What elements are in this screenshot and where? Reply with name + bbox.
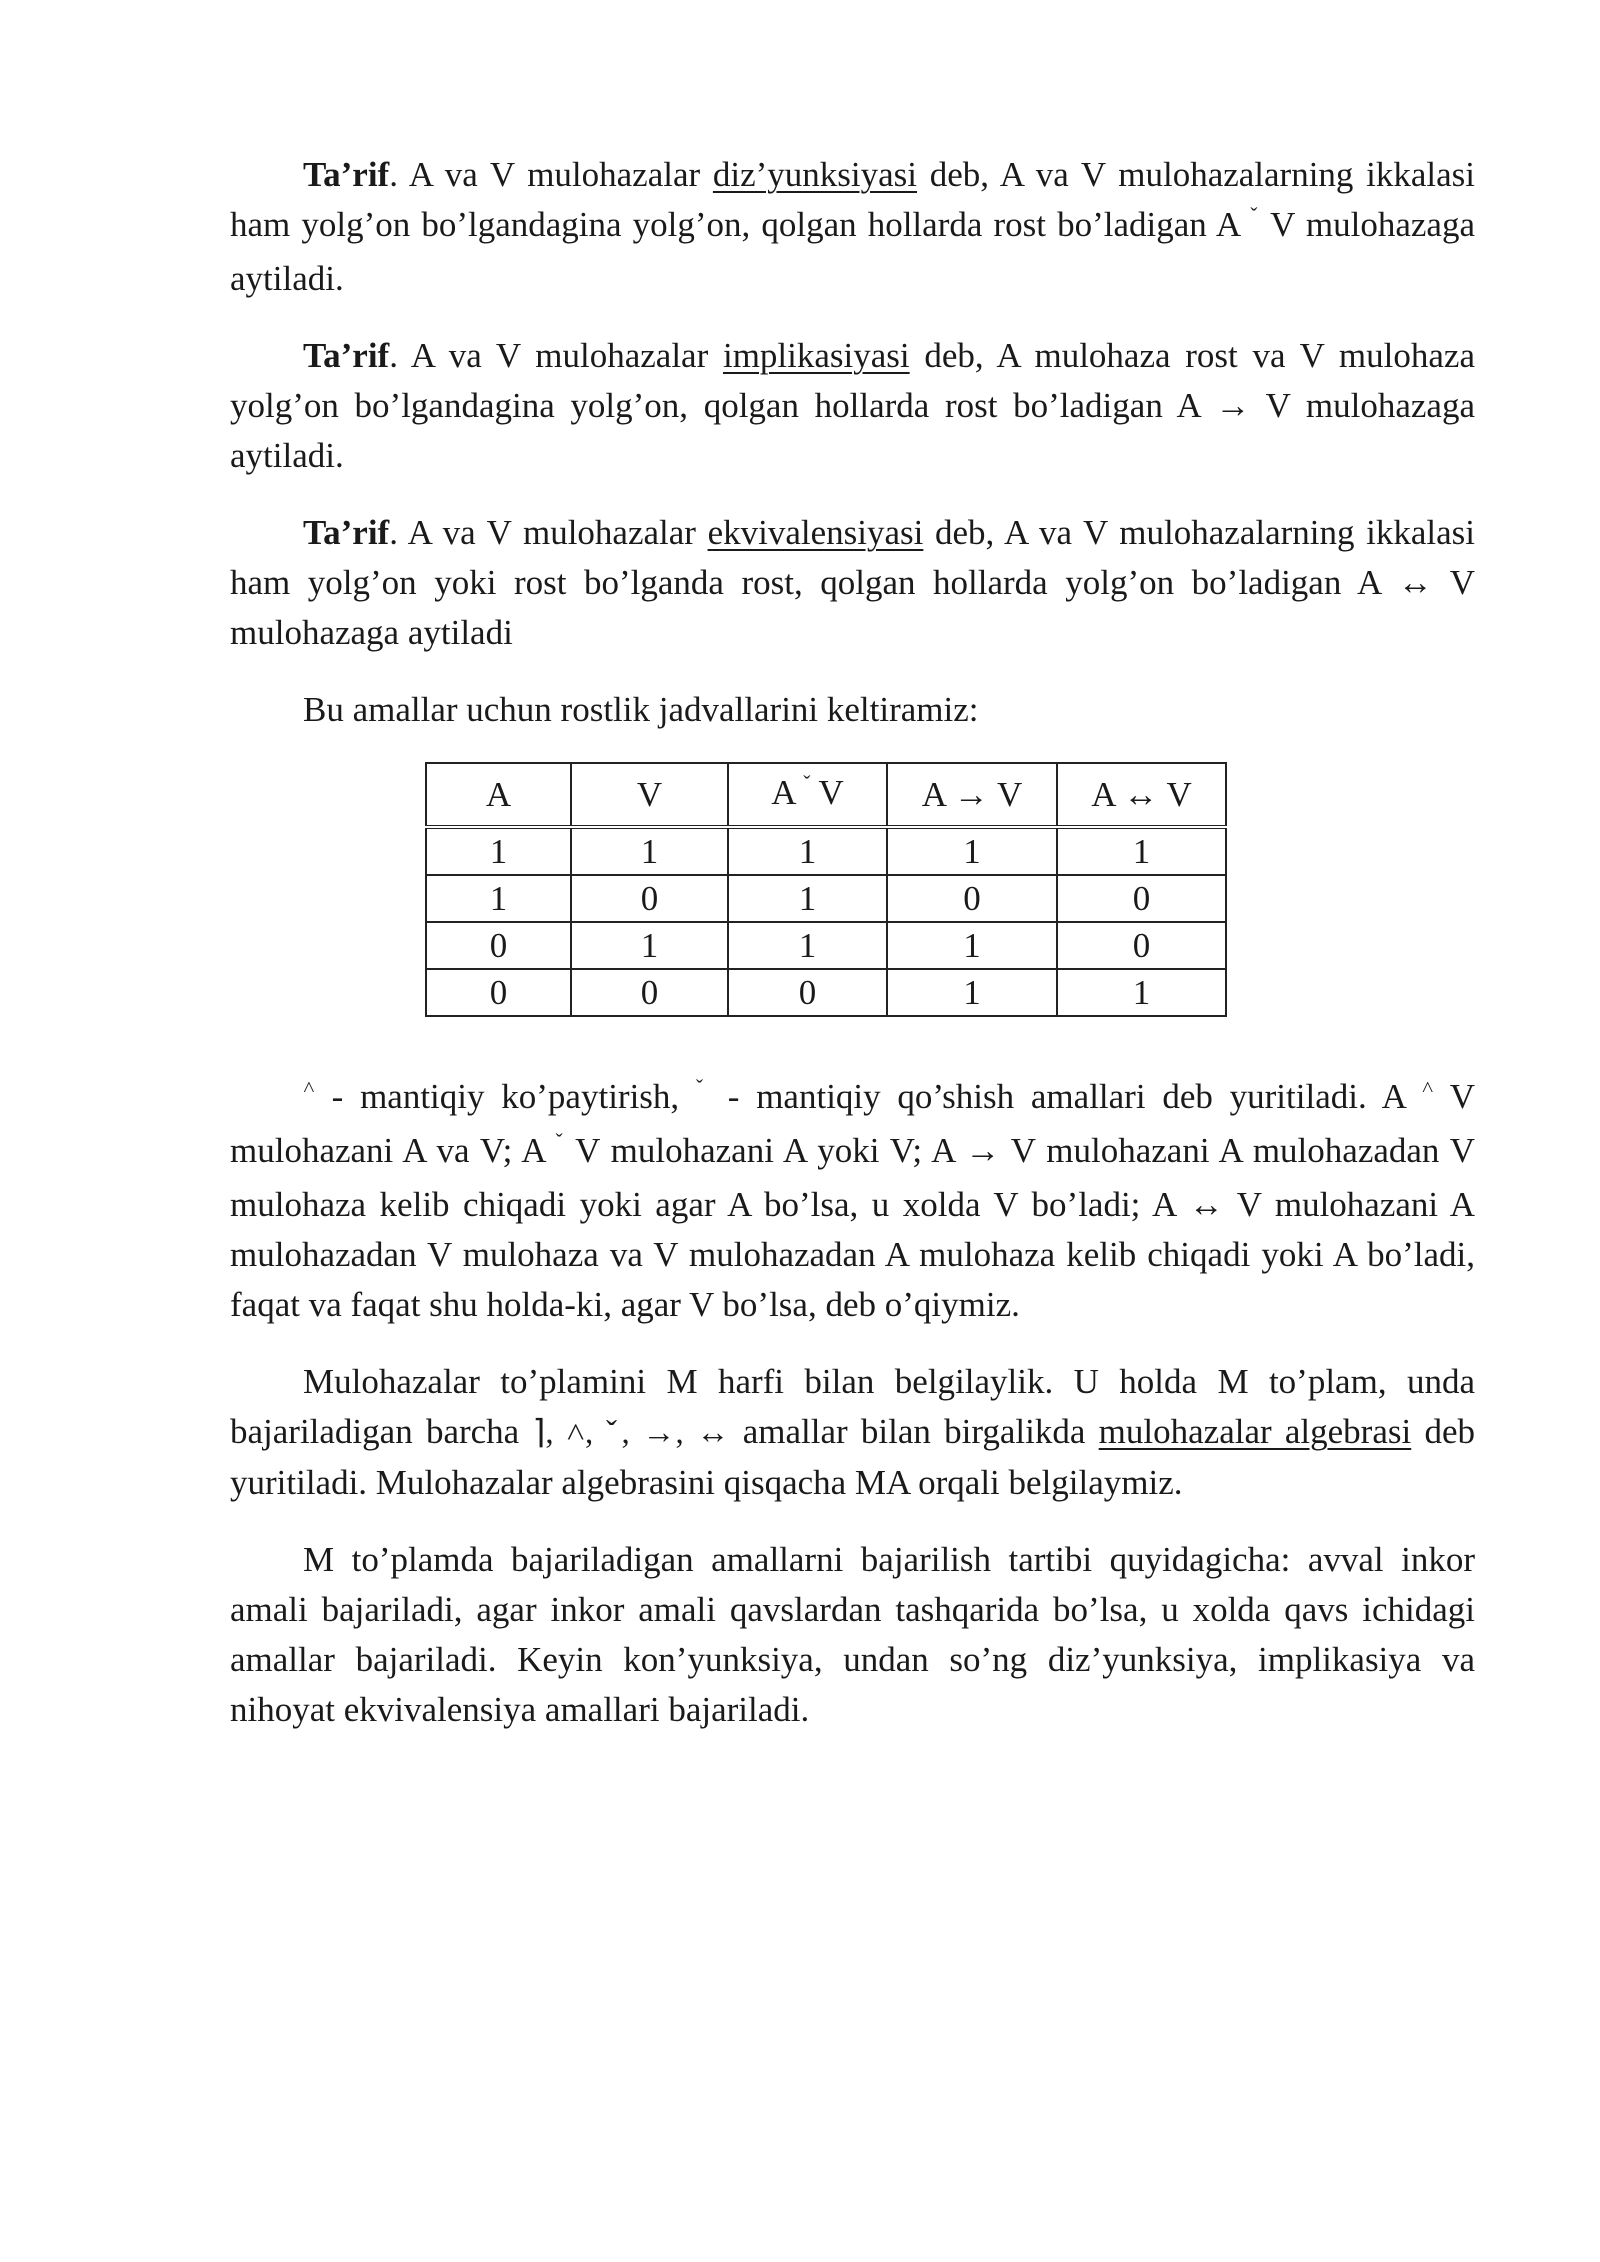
table-cell: 0: [426, 969, 571, 1016]
operator-list: ⌉, ˄, ˇ, →, ↔: [532, 1415, 730, 1451]
defined-term-disjunction: diz’yunksiyasi: [712, 155, 918, 194]
table-cell: 1: [887, 827, 1057, 875]
table-cell: 1: [571, 827, 728, 875]
defined-term-algebra: mulohazalar algebrasi: [1098, 1412, 1412, 1451]
table-row: [426, 875, 1226, 922]
operation-order: M to’plamda bajariladigan amallarni bajarilish tartibi quyidagicha: avval inkor amali bajariladi, agar inkor amali qavslardan tashqarida bo’lsa, u xolda qavs ichidagi amallar bajariladi. Keyin kon’yunksiya, undan so’ng diz’yunksiya, implikasiya va nihoyat ekvivalensiya amallari bajariladi.: [230, 1540, 1475, 1729]
algebra-definition: Mulohazalar to’plamini M harfi bilan belgilaylik. U holda M to’plam, unda bajariladigan barcha ⌉, ˄, ˇ, →, ↔ amallar bilan birgalikda mulohazalar algebrasi deb yuritiladi. Mulohazalar algebrasini qisqacha MA orqali belgilaymiz.: [230, 1362, 1476, 1502]
truth-table: [425, 762, 1227, 1017]
table-row: [426, 922, 1226, 969]
table-cell: 0: [426, 922, 571, 969]
table-cell: 1: [426, 827, 571, 875]
table-row: [426, 969, 1226, 1016]
term-label: Ta’rif: [303, 155, 390, 194]
table-cell: 0: [571, 969, 728, 1016]
header-implication: A → V: [887, 763, 1057, 827]
term-label: Ta’rif: [303, 336, 390, 375]
table-cell: 0: [1057, 922, 1226, 969]
defined-term-implication: implikasiyasi: [722, 336, 910, 375]
table-cell: 1: [728, 922, 887, 969]
table-cell: 1: [571, 922, 728, 969]
table-intro: Bu amallar uchun rostlik jadvallarini keltiramiz:: [303, 690, 979, 729]
or-symbol: ˇ: [555, 1129, 565, 1153]
defined-term-equivalence: ekvivalensiyasi: [707, 513, 924, 552]
or-symbol: ˇ: [695, 1075, 711, 1099]
document-page: [230, 150, 1475, 1762]
operators-explanation: ˄ - mantiqiy ko’paytirish, $^ˇ$ - mantiqiy qo’shish amallari deb yuritiladi. A ˄ V mulohazani A va V; A $^ˇ$ V mulohazani A yoki V; A → V mulohazani A mulohazadan V mulohaza kelib chiqadi yoki agar A bo’lsa, u xolda V bo’ladi; A ↔ V mulohazani A mulohazadan V mulohaza va V mulohazadan A mulohaza kelib chiqadi yoki A bo’ladi, faqat va faqat shu holda-ki, agar V bo’lsa, deb o’qiymiz.: [230, 1075, 1475, 1324]
header-or: A $^ˇ$ V: [728, 763, 887, 827]
table-row: [426, 827, 1226, 875]
table-cell: 0: [1057, 875, 1226, 922]
table-cell: 1: [887, 922, 1057, 969]
table-cell: 0: [887, 875, 1057, 922]
header-v: V: [571, 763, 728, 827]
header-equivalence: A ↔ V: [1057, 763, 1226, 827]
truth-table-wrapper: [230, 762, 1475, 1017]
and-symbol: ˄: [1421, 1075, 1434, 1099]
table-cell: 0: [571, 875, 728, 922]
table-cell: 1: [1057, 827, 1226, 875]
table-cell: 1: [1057, 969, 1226, 1016]
definition-implication: Ta’rif. A va V mulohazalar implikasiyasi deb, A mulohaza rost va V mulohaza yolg’on bo’lgandagina yolg’on, qolgan hollarda rost bo’ladigan A → V mulohazaga aytiladi.: [230, 336, 1475, 475]
table-cell: 1: [887, 969, 1057, 1016]
table-cell: 1: [728, 827, 887, 875]
table-cell: 0: [728, 969, 887, 1016]
table-cell: 1: [728, 875, 887, 922]
table-cell: 1: [426, 875, 571, 922]
header-a: A: [426, 763, 571, 827]
or-symbol: ˇ: [803, 770, 811, 795]
definition-disjunction: Ta’rif. A va V mulohazalar diz’yunksiyasi deb, A va V mulohazalarning ikkalasi ham yolg’on bo’lgandagina yolg’on, qolgan hollarda rost bo’ladigan A $^ˇ$ V mulohazaga aytiladi.: [230, 155, 1475, 298]
term-label: Ta’rif: [303, 513, 390, 552]
and-symbol: ˄: [303, 1075, 315, 1099]
or-symbol: ˇ: [1250, 203, 1260, 227]
definition-equivalence: Ta’rif. A va V mulohazalar ekvivalensiyasi deb, A va V mulohazalarning ikkalasi ham yolg’on yoki rost bo’lganda rost, qolgan hollarda yolg’on bo’ladigan A ↔ V mulohazaga aytiladi: [230, 513, 1475, 652]
table-header-row: [426, 763, 1226, 827]
